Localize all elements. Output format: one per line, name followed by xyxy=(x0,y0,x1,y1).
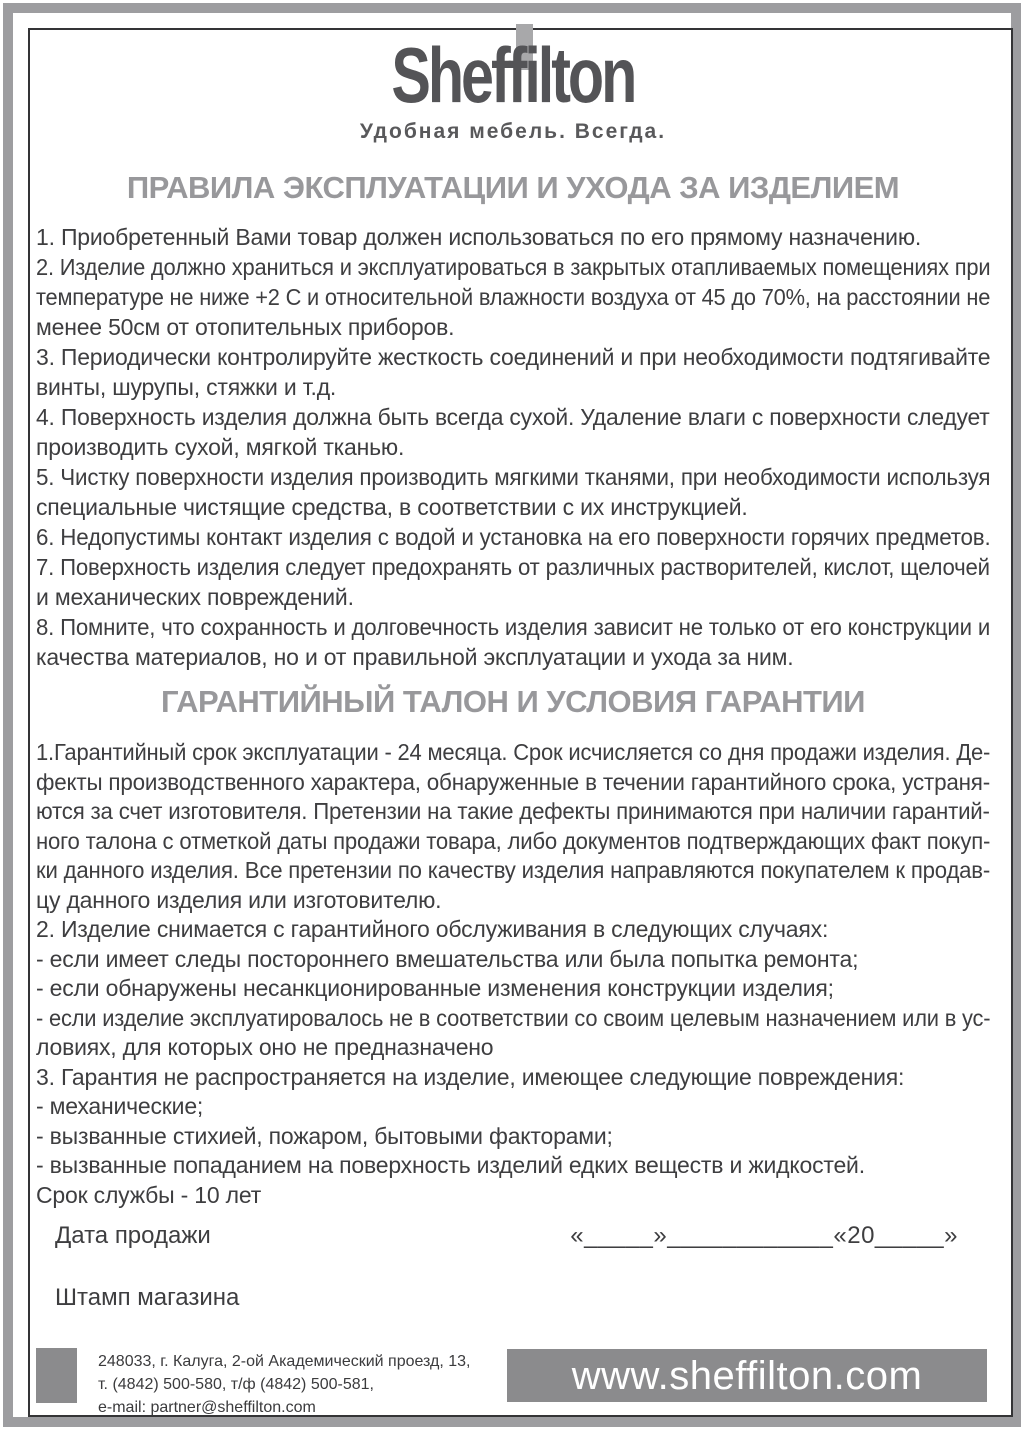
text-line-content: e-mail: partner@sheffilton.com xyxy=(98,1399,316,1416)
text-line xyxy=(36,252,990,282)
text-line-content: 4. Поверхность изделия должна быть всегда сухой. Удаление влаги с поверхности следует xyxy=(36,404,990,430)
store-stamp-row xyxy=(55,1284,239,1312)
website-url: www.sheffilton.com xyxy=(571,1353,923,1398)
text-line xyxy=(36,974,990,1004)
text-line xyxy=(36,1033,990,1063)
text-line xyxy=(36,372,990,402)
text-line xyxy=(36,768,990,798)
text-line-content: 1.Гарантийный срок эксплуатации - 24 месяца. Срок исчисляется со дня продажи изделия. Де- xyxy=(36,739,991,765)
text-line xyxy=(36,738,990,768)
text-line xyxy=(36,1004,990,1034)
text-line xyxy=(36,1092,990,1122)
text-line xyxy=(98,1373,471,1396)
text-line-content: ки данного изделия. Все претензии по качеству изделия направляются покупателем к продав- xyxy=(36,857,991,883)
text-line xyxy=(36,342,990,372)
text-line-content: 3. Периодически контролируйте жесткость соединений и при необходимости подтягивайте xyxy=(36,344,991,370)
care-rules-title xyxy=(36,170,990,206)
text-line xyxy=(36,522,990,552)
care-rules-text xyxy=(36,222,990,672)
text-line xyxy=(36,402,990,432)
text-line-content: ловиях, для которых оно не предназначено xyxy=(36,1034,494,1060)
text-line xyxy=(36,1122,990,1152)
warranty-title xyxy=(36,684,990,720)
text-line xyxy=(36,222,990,252)
text-line-content: - вызванные попаданием на поверхность изделий едких веществ и жидкостей. xyxy=(36,1152,865,1178)
text-line xyxy=(36,552,990,582)
text-line xyxy=(36,462,990,492)
text-line xyxy=(36,797,990,827)
text-line-content: - вызванные стихией, пожаром, бытовыми факторами; xyxy=(36,1122,613,1149)
text-line-content: качества материалов, но и от правильной эксплуатации и ухода за ним. xyxy=(36,644,794,670)
text-line-content: винты, шурупы, стяжки и т.д. xyxy=(36,374,337,400)
text-line-content: 6. Недопустимы контакт изделия с водой и установка на его поверхности горячих предметов. xyxy=(36,524,991,550)
text-line-content: и механических повреждений. xyxy=(36,584,354,610)
text-line xyxy=(36,432,990,462)
text-line-content: ются за счет изготовителя. Претензии на такие дефекты принимаются при наличии гарантий- xyxy=(36,798,990,824)
text-line-content: 7. Поверхность изделия следует предохранять от различных растворителей, кислот, щелочей xyxy=(36,554,990,580)
text-line xyxy=(36,827,990,857)
text-line-content: 1. Приобретенный Вами товар должен использоваться по его прямому назначению. xyxy=(36,224,922,250)
text-line-content: специальные чистящие средства, в соответствии с их инструкцией. xyxy=(36,494,748,520)
text-line xyxy=(36,945,990,975)
footer-stamp-square xyxy=(36,1348,77,1403)
website-banner xyxy=(507,1349,987,1402)
sale-date-blank-field: «_____»____________«20_____» xyxy=(570,1222,958,1249)
store-stamp-label: Штамп магазина xyxy=(55,1284,240,1311)
warranty-title-text: ГАРАНТИЙНЫЙ ТАЛОН И УСЛОВИЯ ГАРАНТИИ xyxy=(161,684,865,719)
text-line-content: температуре не ниже +2 С и относительной влажности воздуха от 45 до 70%, на расстоянии не xyxy=(36,284,991,310)
text-line xyxy=(36,856,990,886)
text-line-content: 5. Чистку поверхности изделия производить мягкими тканями, при необходимости используя xyxy=(36,464,991,490)
text-line-content: 3. Гарантия не распространяется на изделие, имеющее следующие повреждения: xyxy=(36,1063,905,1090)
text-line xyxy=(36,642,990,672)
text-line xyxy=(98,1396,471,1419)
page-content xyxy=(36,30,991,1416)
text-line-content: - если имеет следы постороннего вмешательства или была попытка ремонта; xyxy=(36,945,859,972)
text-line xyxy=(36,1151,990,1181)
brand-tagline: Удобная мебель. Всегда. xyxy=(359,120,667,143)
brand-logo-text: Sheffilton xyxy=(391,31,635,119)
text-line-content: 2. Изделие должно храниться и эксплуатироваться в закрытых отапливаемых помещениях при xyxy=(36,254,991,280)
text-line-content: - механические; xyxy=(36,1093,204,1119)
text-line xyxy=(36,1063,990,1093)
text-line xyxy=(36,582,990,612)
text-line-content: производить сухой, мягкой тканью. xyxy=(36,434,405,460)
text-line-content: - если изделие эксплуатировалось не в соответствии со своим целевым назначением или в ус- xyxy=(36,1004,991,1031)
text-line-content: фекты производственного характера, обнаруженные в течении гарантийного срока, устраня- xyxy=(36,768,991,795)
contact-address-block xyxy=(98,1350,471,1419)
text-line xyxy=(98,1350,471,1373)
brand-logo xyxy=(353,30,673,120)
text-line-content: Срок службы - 10 лет xyxy=(36,1181,262,1208)
text-line-content: 8. Помните, что сохранность и долговечность изделия зависит не только от его конструкции и xyxy=(36,614,991,640)
text-line-content: менее 50см от отопительных приборов. xyxy=(36,314,455,340)
text-line-content: 248033, г. Калуга, 2-ой Академический проезд, 13, xyxy=(98,1353,471,1370)
text-line xyxy=(36,612,990,642)
text-line xyxy=(36,492,990,522)
text-line xyxy=(36,1181,990,1211)
text-line-content: цу данного изделия или изготовителю. xyxy=(36,886,442,913)
text-line xyxy=(36,282,990,312)
brand-header xyxy=(36,30,990,146)
warranty-text xyxy=(36,738,990,1210)
text-line-content: т. (4842) 500-580, т/ф (4842) 500-581, xyxy=(98,1376,374,1393)
sale-date-row xyxy=(55,1222,958,1250)
text-line xyxy=(36,886,990,916)
care-rules-title-text: ПРАВИЛА ЭКСПЛУАТАЦИИ И УХОДА ЗА ИЗДЕЛИЕМ xyxy=(126,170,900,205)
text-line-content: - если обнаружены несанкционированные изменения конструкции изделия; xyxy=(36,975,834,1001)
sale-date-label: Дата продажи xyxy=(55,1222,211,1249)
text-line xyxy=(36,312,990,342)
text-line-content: ного талона с отметкой даты продажи товара, либо документов подтверждающих факт покуп- xyxy=(36,827,991,854)
text-line xyxy=(36,915,990,945)
text-line-content: 2. Изделие снимается с гарантийного обслуживания в следующих случаях: xyxy=(36,916,829,942)
